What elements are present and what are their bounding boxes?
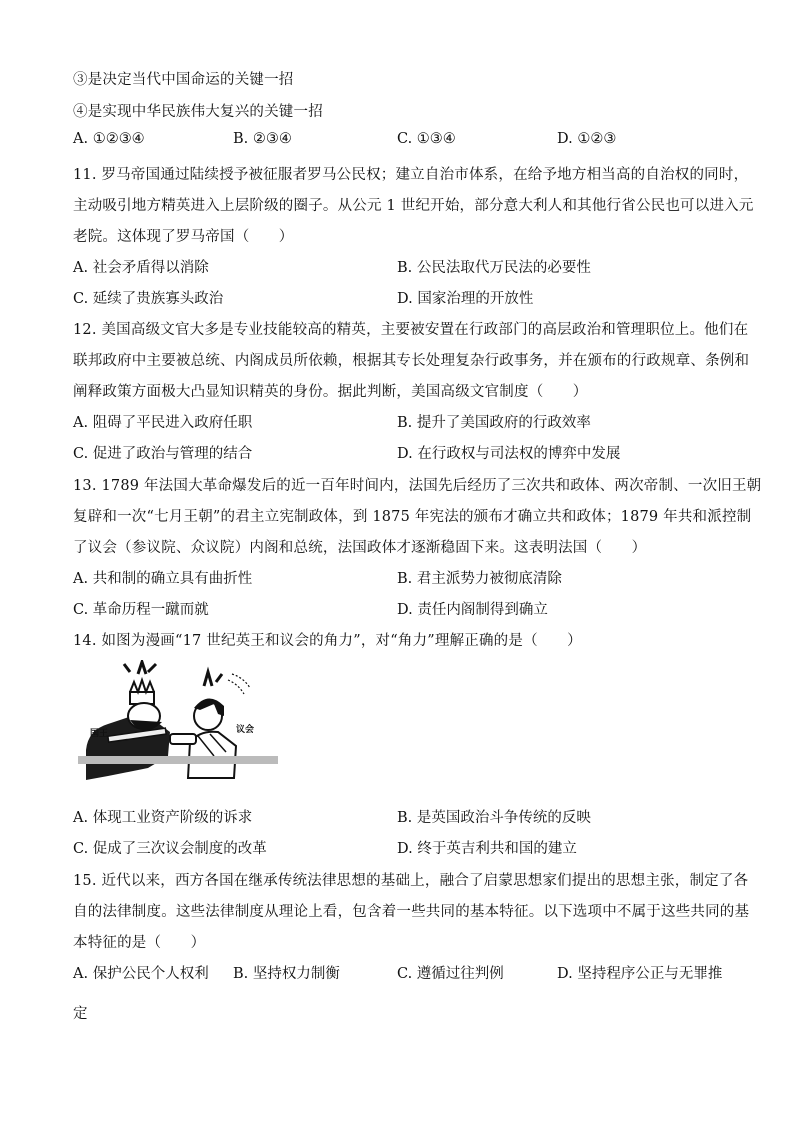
q13-option-a[interactable]: A. 共和制的确立具有曲折性 xyxy=(73,571,253,587)
label-king: 国王 xyxy=(90,729,109,739)
q10-option-a[interactable]: A. ①②③④ xyxy=(73,131,145,147)
q14-option-d[interactable]: D. 终于英吉利共和国的建立 xyxy=(397,841,577,857)
q11-option-c[interactable]: C. 延续了贵族寡头政治 xyxy=(73,291,224,307)
q11-stem-line-1: 11. 罗马帝国通过陆续授予被征服者罗马公民权；建立自治市体系，在给予地方相当高的自治权的同时， xyxy=(73,167,749,183)
q13-option-d[interactable]: D. 责任内阁制得到确立 xyxy=(397,602,548,618)
q12-option-b[interactable]: B. 提升了美国政府的行政效率 xyxy=(397,415,591,431)
q12-stem-line-2: 联邦政府中主要被总统、内阁成员所依赖，根据其专长处理复杂行政事务，并在颁布的行政规章、条例和 xyxy=(73,353,750,369)
table xyxy=(78,756,278,764)
q14-option-b[interactable]: B. 是英国政治斗争传统的反映 xyxy=(397,810,591,826)
q14-option-c[interactable]: C. 促成了三次议会制度的改革 xyxy=(73,841,267,857)
q12-option-c[interactable]: C. 促进了政治与管理的结合 xyxy=(73,446,253,462)
q12-stem-line-1: 12. 美国高级文官大多是专业技能较高的精英，主要被安置在行政部门的高层政治和管理职位上。他们在 xyxy=(73,322,749,338)
q13-option-b[interactable]: B. 君主派势力被彻底清除 xyxy=(397,571,562,587)
q11-stem-line-3: 老院。这体现了罗马帝国（ ） xyxy=(73,229,294,245)
q15-option-b[interactable]: B. 坚持权力制衡 xyxy=(233,966,340,982)
q15-stem-line-2: 自的法律制度。这些法律制度从理论上看，包含着一些共同的基本特征。以下选项中不属于这些共同的基 xyxy=(73,904,750,920)
statement-3: ③是决定当代中国命运的关键一招 xyxy=(73,72,294,88)
q11-option-d[interactable]: D. 国家治理的开放性 xyxy=(397,291,534,307)
q10-option-b[interactable]: B. ②③④ xyxy=(233,131,292,147)
q12-option-d[interactable]: D. 在行政权与司法权的博弈中发展 xyxy=(397,446,621,462)
q15-stem-line-1: 15. 近代以来，西方各国在继承传统法律思想的基础上，融合了启蒙思想家们提出的思想主张，制定了各 xyxy=(73,873,749,889)
label-parliament: 议会 xyxy=(236,725,255,735)
q13-stem-line-3: 了议会（参议院、众议院）内阁和总统，法国政体才逐渐稳固下来。这表明法国（ ） xyxy=(73,540,647,556)
statement-4: ④是实现中华民族伟大复兴的关键一招 xyxy=(73,104,323,120)
q11-stem-line-2: 主动吸引地方精英进入上层阶级的圈子。从公元 1 世纪开始，部分意大利人和其他行省公民也可以进入元 xyxy=(73,198,754,214)
q12-stem-line-3: 阐释政策方面极大凸显知识精英的身份。据此判断，美国高级文官制度（ ） xyxy=(73,384,588,400)
q10-option-c[interactable]: C. ①③④ xyxy=(397,131,456,147)
q15-option-d-wrap: 定 xyxy=(73,1006,88,1022)
q15-option-a[interactable]: A. 保护公民个人权利 xyxy=(73,966,209,982)
q11-option-b[interactable]: B. 公民法取代万民法的必要性 xyxy=(397,260,591,276)
q12-option-a[interactable]: A. 阻碍了平民进入政府任职 xyxy=(73,415,253,431)
q13-stem-line-2: 复辟和一次“七月王朝”的君主立宪制政体，到 1875 年宪法的颁布才确立共和政体；1879 年共和派控制 xyxy=(73,509,752,525)
q14-option-a[interactable]: A. 体现工业资产阶级的诉求 xyxy=(73,810,253,826)
anger-marks xyxy=(124,662,250,694)
q13-option-c[interactable]: C. 革命历程一蹴而就 xyxy=(73,602,209,618)
q15-option-c[interactable]: C. 遵循过往判例 xyxy=(397,966,504,982)
parliament-figure xyxy=(170,698,236,778)
cartoon-king-vs-parliament xyxy=(78,660,278,790)
q10-option-d[interactable]: D. ①②③ xyxy=(557,131,617,147)
q15-stem-line-3: 本特征的是（ ） xyxy=(73,935,206,951)
q15-option-d[interactable]: D. 坚持程序公正与无罪推 xyxy=(557,966,723,982)
q13-stem-line-1: 13. 1789 年法国大革命爆发后的近一百年时间内，法国先后经历了三次共和政体、两次帝制、一次旧王朝 xyxy=(73,478,762,494)
q11-option-a[interactable]: A. 社会矛盾得以消除 xyxy=(73,260,209,276)
q14-stem-line-1: 14. 如图为漫画“17 世纪英王和议会的角力”，对“角力”理解正确的是（ ） xyxy=(73,633,582,649)
